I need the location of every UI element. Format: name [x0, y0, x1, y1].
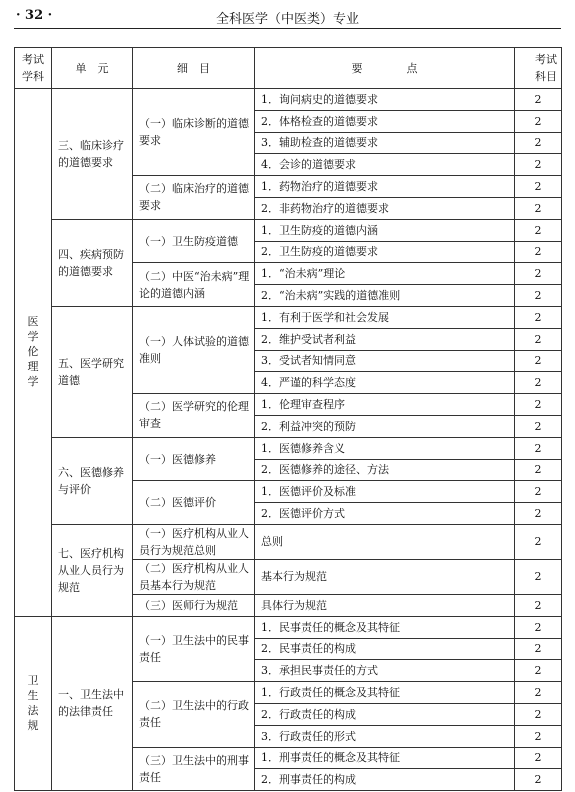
point-cell: 2．“治未病”实践的道德准则 [255, 285, 515, 307]
point-cell: 4．会诊的道德要求 [255, 154, 515, 176]
point-cell: 1．刑事责任的概念及其特征 [255, 747, 515, 769]
subject-cell [15, 89, 52, 617]
point-cell: 1．“治未病”理论 [255, 263, 515, 285]
detail-cell: （二）临床治疗的道德要求 [133, 176, 255, 220]
score-cell: 2 [515, 459, 562, 481]
header-detail: 细 目 [133, 48, 255, 89]
unit-cell: 五、医学研究道德 [52, 306, 133, 437]
score-cell: 2 [515, 285, 562, 307]
point-cell: 2．卫生防疫的道德要求 [255, 241, 515, 263]
point-cell: 1．询问病史的道德要求 [255, 89, 515, 111]
point-cell: 4．严谨的科学态度 [255, 372, 515, 394]
page-number: · 32 · [16, 8, 53, 23]
detail-cell: （一）卫生防疫道德 [133, 219, 255, 263]
detail-cell: （一）医疗机构从业人员行为规范总则 [133, 524, 255, 559]
header-subject [15, 48, 52, 89]
syllabus-table [14, 47, 562, 791]
score-cell: 2 [515, 176, 562, 198]
detail-cell: （二）医德评价 [133, 481, 255, 525]
score-cell: 2 [515, 89, 562, 111]
score-cell: 2 [515, 725, 562, 747]
score-cell: 2 [515, 197, 562, 219]
point-cell: 1．卫生防疫的道德内涵 [255, 219, 515, 241]
unit-cell: 六、医德修养与评价 [52, 437, 133, 524]
point-cell: 1．有利于医学和社会发展 [255, 306, 515, 328]
score-cell: 2 [515, 437, 562, 459]
score-cell: 2 [515, 394, 562, 416]
score-cell: 2 [515, 263, 562, 285]
score-cell: 2 [515, 350, 562, 372]
detail-cell: （三）卫生法中的刑事责任 [133, 747, 255, 791]
detail-cell: （二）医疗机构从业人员基本行为规范 [133, 559, 255, 594]
score-cell: 2 [515, 372, 562, 394]
point-cell: 1．医德评价及标准 [255, 481, 515, 503]
score-cell: 2 [515, 154, 562, 176]
score-cell: 2 [515, 524, 562, 559]
score-cell: 2 [515, 594, 562, 616]
point-cell: 2．体格检查的道德要求 [255, 110, 515, 132]
point-cell: 3．受试者知情同意 [255, 350, 515, 372]
page-title: 全科医学（中医类）专业 [215, 12, 359, 27]
table-row [15, 306, 562, 328]
unit-cell: 一、卫生法中的法律责任 [52, 616, 133, 790]
point-cell: 2．民事责任的构成 [255, 638, 515, 660]
score-cell: 2 [515, 241, 562, 263]
subject-name: 医学伦理学 [27, 315, 39, 389]
point-cell: 1．医德修养含义 [255, 437, 515, 459]
score-cell: 2 [515, 660, 562, 682]
header-score [515, 48, 562, 89]
score-cell: 2 [515, 747, 562, 769]
subject-name: 卫生法规 [27, 673, 39, 732]
score-cell: 2 [515, 415, 562, 437]
header-subject-label: 考试 学科 [22, 53, 44, 83]
point-cell: 2．刑事责任的构成 [255, 769, 515, 791]
header-rule [14, 28, 561, 29]
score-cell: 2 [515, 703, 562, 725]
detail-cell: （一）医德修养 [133, 437, 255, 481]
score-cell: 2 [515, 638, 562, 660]
point-cell: 2．非药物治疗的道德要求 [255, 197, 515, 219]
table-row [15, 437, 562, 459]
table-row [15, 524, 562, 559]
point-cell: 1．行政责任的概念及其特征 [255, 682, 515, 704]
score-cell: 2 [515, 503, 562, 525]
table-row [15, 616, 562, 638]
point-cell: 2．医德评价方式 [255, 503, 515, 525]
point-cell: 1．药物治疗的道德要求 [255, 176, 515, 198]
unit-cell: 三、临床诊疗的道德要求 [52, 89, 133, 220]
score-cell: 2 [515, 682, 562, 704]
detail-cell: （二）卫生法中的行政责任 [133, 682, 255, 747]
detail-cell: （一）卫生法中的民事责任 [133, 616, 255, 681]
point-cell: 基本行为规范 [255, 559, 515, 594]
score-cell: 2 [515, 616, 562, 638]
point-cell: 2．行政责任的构成 [255, 703, 515, 725]
score-cell: 2 [515, 132, 562, 154]
point-cell: 总则 [255, 524, 515, 559]
detail-cell: （二）医学研究的伦理审查 [133, 394, 255, 438]
table-row [15, 219, 562, 241]
point-cell: 3．辅助检查的道德要求 [255, 132, 515, 154]
score-cell: 2 [515, 559, 562, 594]
header-point: 要 点 [255, 48, 515, 89]
point-cell: 2．医德修养的途径、方法 [255, 459, 515, 481]
point-cell: 3．行政责任的形式 [255, 725, 515, 747]
score-cell: 2 [515, 110, 562, 132]
point-cell: 1．民事责任的概念及其特征 [255, 616, 515, 638]
point-cell: 3．承担民事责任的方式 [255, 660, 515, 682]
table-header-row [15, 48, 562, 89]
score-cell: 2 [515, 769, 562, 791]
detail-cell: （一）临床诊断的道德要求 [133, 89, 255, 176]
page-header [14, 0, 561, 30]
point-cell: 2．利益冲突的预防 [255, 415, 515, 437]
subject-cell [15, 616, 52, 790]
score-cell: 2 [515, 328, 562, 350]
header-unit: 单 元 [52, 48, 133, 89]
table-row [15, 89, 562, 111]
unit-cell: 四、疾病预防的道德要求 [52, 219, 133, 306]
unit-cell: 七、医疗机构从业人员行为规范 [52, 524, 133, 616]
score-cell: 2 [515, 481, 562, 503]
point-cell: 1．伦理审查程序 [255, 394, 515, 416]
header-score-label: 考试 科目 [535, 53, 557, 83]
detail-cell: （一）人体试验的道德准则 [133, 306, 255, 393]
point-cell: 具体行为规范 [255, 594, 515, 616]
score-cell: 2 [515, 306, 562, 328]
point-cell: 2．维护受试者利益 [255, 328, 515, 350]
detail-cell: （二）中医“治未病”理论的道德内涵 [133, 263, 255, 307]
detail-cell: （三）医师行为规范 [133, 594, 255, 616]
score-cell: 2 [515, 219, 562, 241]
